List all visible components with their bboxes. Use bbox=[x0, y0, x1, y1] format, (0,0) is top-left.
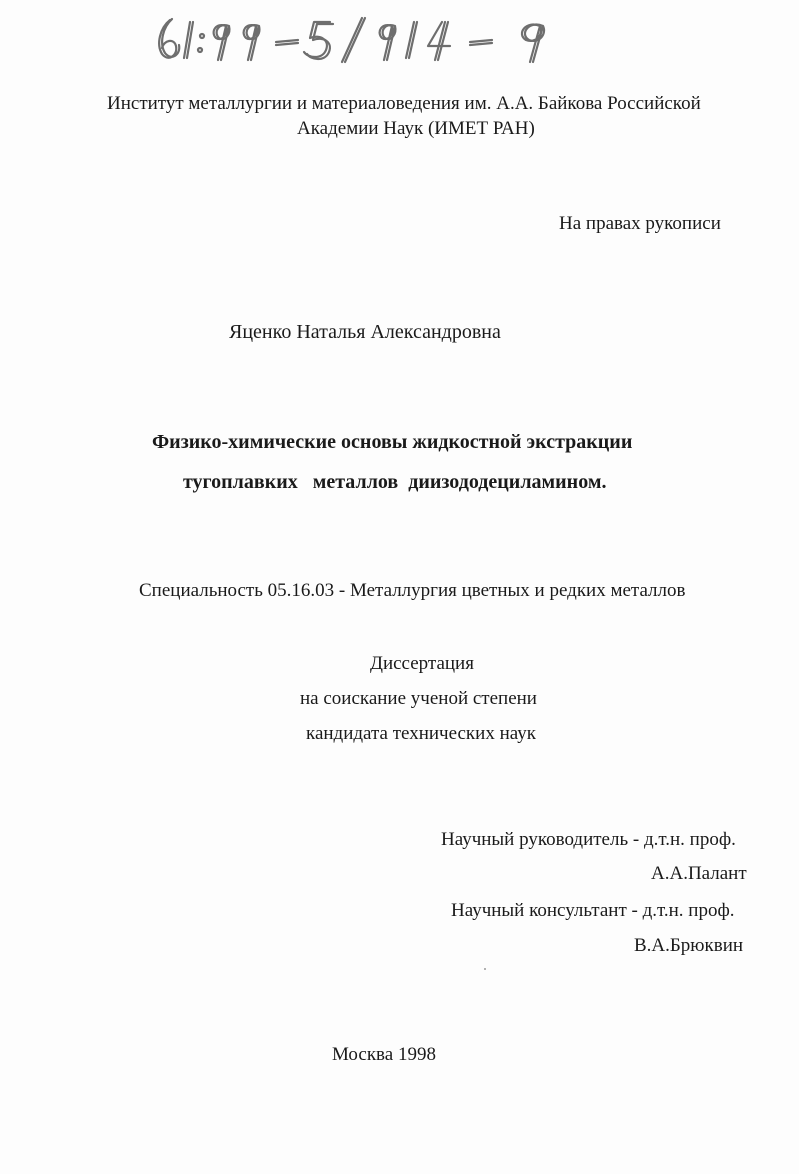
institute-line-2: Академии Наук (ИМЕТ РАН) bbox=[297, 118, 535, 139]
consultant-name: В.А.Брюквин bbox=[634, 935, 744, 956]
advisor-role: Научный руководитель - д.т.н. проф. bbox=[441, 829, 736, 850]
manuscript-rights-note: На правах рукописи bbox=[559, 213, 721, 234]
degree-line-1: Диссертация bbox=[370, 653, 474, 674]
advisor-name: А.А.Палант bbox=[651, 863, 747, 884]
author-name: Яценко Наталья Александровна bbox=[229, 321, 501, 343]
place-and-year: Москва 1998 bbox=[332, 1044, 436, 1065]
scan-speck bbox=[484, 968, 486, 970]
specialty-line: Специальность 05.16.03 - Металлургия цветных и редких металлов bbox=[139, 580, 686, 601]
archive-handwritten-stamp bbox=[148, 6, 568, 68]
consultant-role: Научный консультант - д.т.н. проф. bbox=[451, 900, 735, 921]
thesis-title-line-1: Физико-химические основы жидкостной экстракции bbox=[152, 431, 633, 453]
thesis-title-line-2: тугоплавких металлов диизододециламином. bbox=[183, 471, 607, 493]
stamp-drawing bbox=[148, 6, 568, 68]
degree-line-3: кандидата технических наук bbox=[306, 723, 536, 744]
institute-line-1: Институт металлургии и материаловедения им. А.А. Байкова Российской bbox=[107, 93, 701, 114]
degree-line-2: на соискание ученой степени bbox=[300, 688, 537, 709]
